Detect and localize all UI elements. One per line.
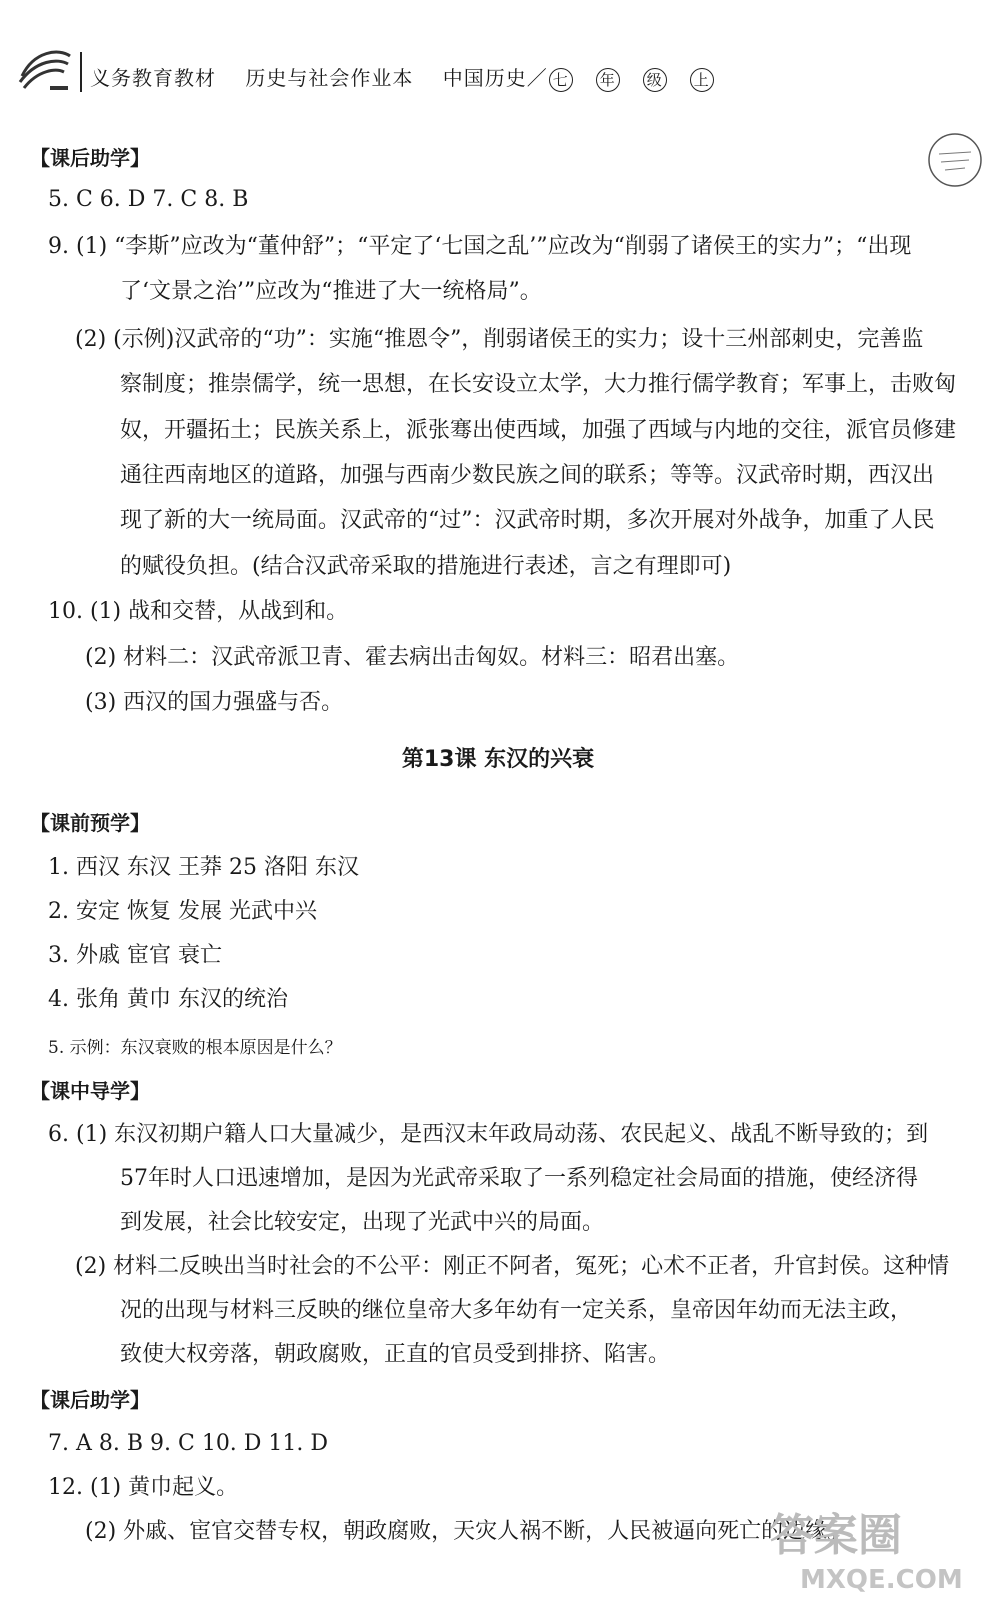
answer-line: 5. 示例：东汉衰败的根本原因是什么？ [48, 1038, 342, 1058]
answer-line: 5. C 6. D 7. C 8. B [48, 187, 249, 212]
answer-line: 了‘文景之治’”应改为“推进了大一统格局”。 [120, 279, 542, 304]
answer-line: (3) 西汉的国力强盛与否。 [85, 690, 344, 715]
book-name: 历史与社会作业本 [245, 66, 414, 90]
answer-line: 1. 西汉 东汉 王莽 25 洛阳 东汉 [48, 855, 359, 880]
answer-line: 2. 安定 恢复 发展 光武中兴 [48, 899, 317, 924]
answer-line: 57年时人口迅速增加，是因为光武帝采取了一系列稳定社会局面的措施，使经济得 [120, 1166, 918, 1191]
answer-line: 到发展，社会比较安定，出现了光武中兴的局面。 [120, 1210, 605, 1235]
answer-line: 的赋役负担。(结合汉武帝采取的措施进行表述，言之有理即可) [120, 554, 732, 579]
answer-line: (2) 材料二反映出当时社会的不公平：刚正不阿者，冤死；心术不正者，升官封侯。这种情 [75, 1254, 950, 1279]
answer-line: 4. 张角 黄巾 东汉的统治 [48, 987, 288, 1012]
answer-line: (2) (示例)汉武帝的“功”：实施“推恩令”，削弱诸侯王的实力；设十三州部刺史，完善监 [75, 327, 924, 352]
lesson-title: 第13课 东汉的兴衰 [401, 747, 595, 772]
answer-line: 通往西南地区的道路，加强与西南少数民族之间的联系；等等。汉武帝时期，西汉出 [120, 463, 935, 488]
answer-line: 察制度；推崇儒学，统一思想，在长安设立太学，大力推行儒学教育；军事上，击败匈 [120, 372, 957, 397]
svg-text:MXQE.COM: MXQE.COM [800, 1565, 963, 1595]
header-title [90, 62, 758, 92]
page-header [0, 0, 996, 100]
publisher-logo-icon [14, 46, 74, 96]
subject-grade: 中国历史／ 七 年 级 上 [443, 66, 736, 90]
answer-line: 7. A 8. B 9. C 10. D 11. D [48, 1431, 329, 1456]
answer-line: 奴，开疆拓土；民族关系上，派张骞出使西域，加强了西域与内地的交往，派官员修建 [120, 418, 957, 443]
section-heading: 【课前预学】 [30, 811, 150, 835]
answer-line: 3. 外戚 宦官 衰亡 [48, 943, 222, 968]
answer-line: 6. (1) 东汉初期户籍人口大量减少，是西汉末年政局动荡、农民起义、战乱不断导致的；到 [48, 1122, 929, 1147]
answer-line: (2) 外戚、宦官交替专权，朝政腐败，天灾人祸不断，人民被逼向死亡的边缘。 [85, 1519, 850, 1544]
answer-line: 现了新的大一统局面。汉武帝的“过”：汉武帝时期，多次开展对外战争，加重了人民 [120, 508, 935, 533]
answer-line: 9. (1) “李斯”应改为“董仲舒”；“平定了‘七国之乱’”应改为“削弱了诸侯王的实力”；“出现 [48, 234, 912, 259]
svg-text:答案圈: 答案圈 [770, 1510, 902, 1561]
series-name: 义务教育教材 [90, 66, 216, 90]
stamp-seal-icon [925, 130, 985, 190]
answer-line: 12. (1) 黄巾起义。 [48, 1475, 239, 1500]
watermark-logo-icon [760, 1500, 990, 1595]
section-heading: 【课后助学】 [30, 146, 150, 170]
answer-line: (2) 材料二：汉武帝派卫青、霍去病出击匈奴。材料三：昭君出塞。 [85, 645, 740, 670]
section-heading: 【课后助学】 [30, 1388, 150, 1412]
header-divider [80, 52, 82, 92]
answer-line: 致使大权旁落，朝政腐败，正直的官员受到排挤、陷害。 [120, 1342, 671, 1367]
section-heading: 【课中导学】 [30, 1079, 150, 1103]
answer-line: 10. (1) 战和交替，从战到和。 [48, 599, 349, 624]
answer-line: 况的出现与材料三反映的继位皇帝大多年幼有一定关系，皇帝因年幼而无法主政， [120, 1298, 913, 1323]
